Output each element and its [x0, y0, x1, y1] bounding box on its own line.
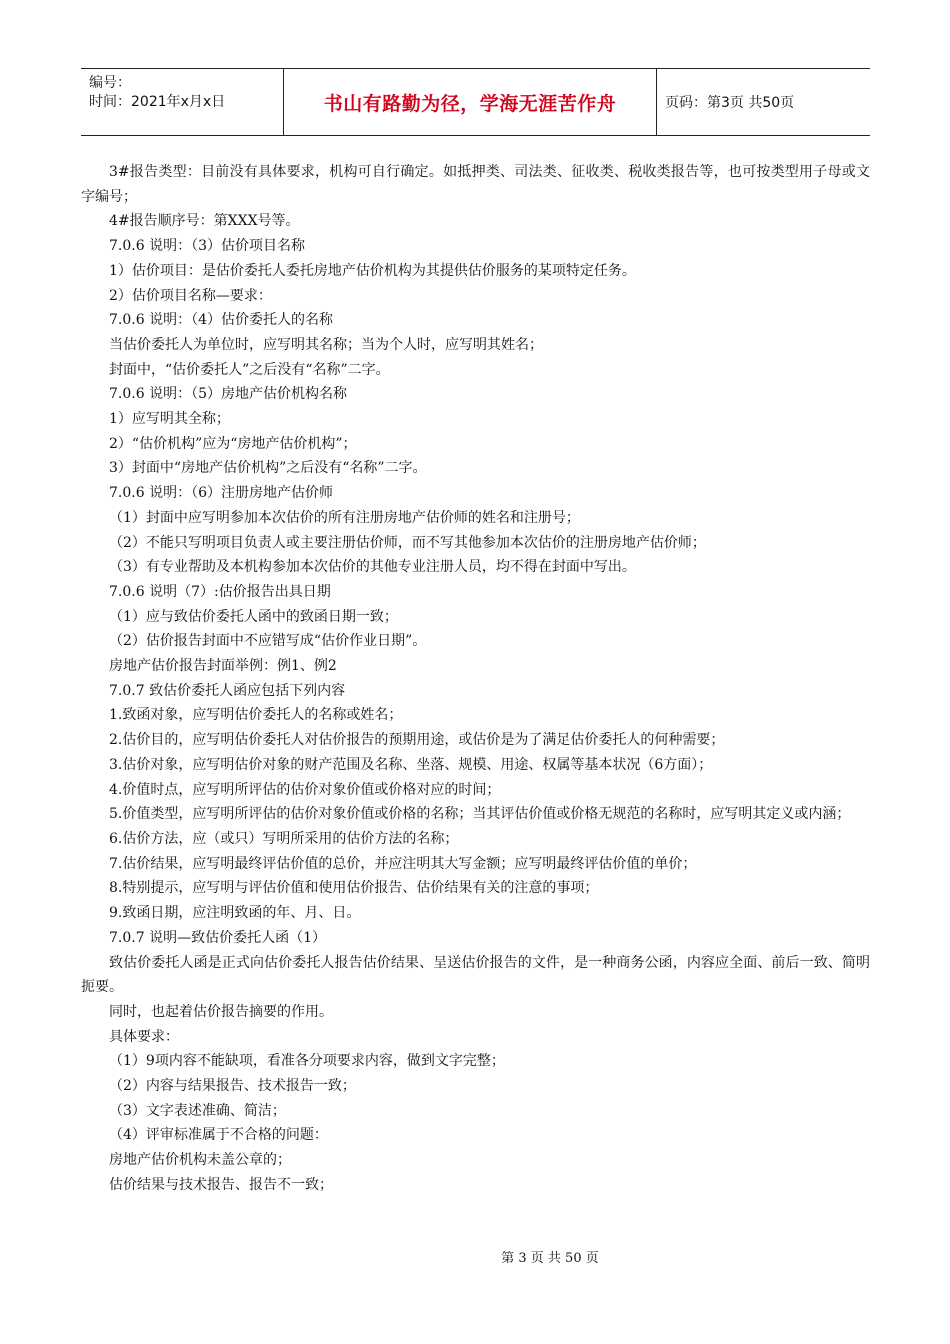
paragraph: 1）估价项目：是估价委托人委托房地产估价机构为其提供估价服务的某项特定任务。 [109, 262, 636, 279]
paragraph: （1）应与致估价委托人函中的致函日期一致； [109, 608, 398, 625]
paragraph: 7.0.7 致估价委托人函应包括下列内容 [109, 682, 346, 699]
document-number-label: 编号： [89, 75, 131, 91]
paragraph: （1）9项内容不能缺项，看准各分项要求内容，做到文字完整； [109, 1053, 505, 1070]
paragraph: 7.估价结果，应写明最终评估价值的总价，并应注明其大写金额；应写明最终评估价值的单价； [109, 855, 697, 872]
paragraph: 1.致函对象，应写明估价委托人的名称或姓名； [109, 707, 403, 724]
paragraph: 4#报告顺序号：第XXX号等。 [109, 213, 300, 230]
paragraph: （2）不能只写明项目负责人或主要注册估价师，而不写其他参加本次估价的注册房地产估价师； [109, 534, 706, 551]
paragraph: 7.0.6 说明：（4）估价委托人的名称 [109, 312, 333, 329]
paragraph: 8.特别提示，应写明与评估价值和使用估价报告、估价结果有关的注意的事项； [109, 880, 599, 897]
paragraph: （4）评审标准属于不合格的问题： [109, 1127, 328, 1144]
document-date-label: 时间：2021年x月x日 [89, 94, 226, 110]
header-info [81, 69, 283, 135]
document-body [81, 160, 870, 1198]
paragraph: 3#报告类型：目前没有具体要求，机构可自行确定。如抵押类、司法类、征收类、税收类报告等，也可按类型用子母或文字编号； [81, 164, 870, 205]
paragraph: 估价结果与技术报告、报告不一致； [109, 1176, 333, 1193]
paragraph: 封面中，“估价委托人”之后没有“名称”二字。 [109, 361, 390, 378]
paragraph: （3）文字表述准确、简洁； [109, 1102, 286, 1119]
paragraph: 房地产估价机构未盖公章的； [109, 1152, 291, 1169]
paragraph: 4.价值时点，应写明所评估的估价对象价值或价格对应的时间； [109, 781, 501, 798]
paragraph: （1）封面中应写明参加本次估价的所有注册房地产估价师的姓名和注册号； [109, 509, 580, 526]
page-header [81, 68, 870, 136]
paragraph: 6.估价方法，应（或只）写明所采用的估价方法的名称； [109, 830, 459, 847]
paragraph: 1）应写明其全称； [109, 411, 230, 428]
paragraph: 2.估价目的，应写明估价委托人对估价报告的预期用途，或估价是为了满足估价委托人的何种需要； [109, 732, 725, 749]
paragraph: 2）“估价机构”应为“房地产估价机构”； [109, 435, 357, 452]
paragraph: 7.0.6 说明：（5）房地产估价机构名称 [109, 386, 347, 403]
page-footer: 第 3 页 共 50 页 [501, 1251, 599, 1266]
paragraph: 7.0.6 说明：（3）估价项目名称 [109, 238, 305, 255]
paragraph: 9.致函日期，应注明致函的年、月、日。 [109, 905, 361, 922]
header-page-code: 页码：第3页 共50页 [665, 95, 795, 111]
paragraph: 7.0.6 说明：（6）注册房地产估价师 [109, 485, 333, 502]
paragraph: （2）内容与结果报告、技术报告一致； [109, 1078, 356, 1095]
paragraph: 同时，也起着估价报告摘要的作用。 [109, 1003, 333, 1020]
paragraph: 当估价委托人为单位时，应写明其名称；当为个人时，应写明其姓名； [109, 336, 543, 353]
paragraph: 7.0.7 说明—致估价委托人函（1） [109, 929, 326, 946]
paragraph: 3）封面中“房地产估价机构”之后没有“名称”二字。 [109, 460, 427, 477]
paragraph: 房地产估价报告封面举例：例1、例2 [109, 658, 337, 675]
paragraph: 致估价委托人函是正式向估价委托人报告估价结果、呈送估价报告的文件，是一种商务公函，内容应全面、前后一致、简明扼要。 [81, 954, 870, 996]
paragraph: 具体要求： [109, 1028, 179, 1045]
paragraph: 7.0.6 说明（7）:估价报告出具日期 [109, 583, 331, 600]
paragraph: 3.估价对象，应写明估价对象的财产范围及名称、坐落、规模、用途、权属等基本状况（6方面）； [109, 756, 713, 773]
paragraph: （2）估价报告封面中不应错写成“估价作业日期”。 [109, 633, 427, 650]
paragraph: （3）有专业帮助及本机构参加本次估价的其他专业注册人员，均不得在封面中写出。 [109, 559, 636, 576]
paragraph: 2）估价项目名称—要求： [109, 287, 272, 304]
paragraph: 5.价值类型，应写明所评估的估价对象价值或价格的名称；当其评估价值或价格无规范的名称时，应写明其定义或内涵； [109, 806, 851, 823]
header-motto: 书山有路勤为径，学海无涯苦作舟 [283, 69, 657, 135]
